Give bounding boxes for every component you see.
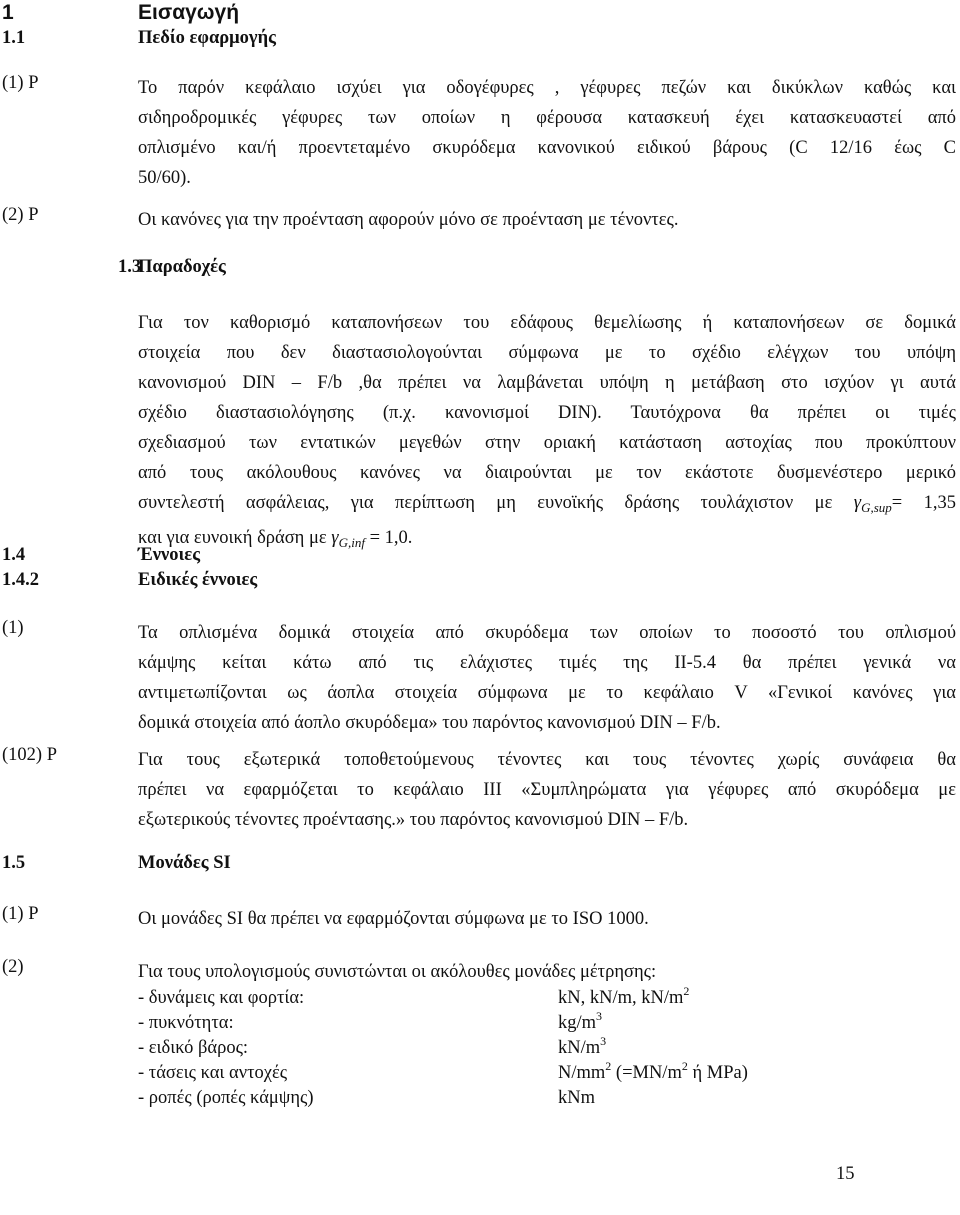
subscript: G,sup bbox=[861, 500, 892, 515]
text-segment: συντελεστή ασφάλειας, για περίπτωση μη ευνοϊκής δράσης τουλάχιστον με bbox=[138, 493, 833, 513]
unit-label: - ειδικό βάρος: bbox=[138, 1038, 249, 1058]
text-line: εξωτερικούς τένοντες προέντασης.» του παρόντος κανονισμού DIN – F/b. bbox=[138, 810, 689, 830]
paragraph-4-label: (1) bbox=[2, 618, 24, 638]
paragraph-5-text bbox=[138, 745, 956, 835]
paragraph-6-text: Οι μονάδες SI θα πρέπει να εφαρμόζονται σύμφωνα με το ISO 1000. bbox=[138, 909, 649, 929]
text-line bbox=[138, 488, 956, 523]
unit-value: $N/mm^2$ ($=MN/m^2$ ή MPa) bbox=[558, 1059, 748, 1083]
section-1-3-number: 1.3 bbox=[118, 257, 142, 277]
paragraph-2-text: Οι κανόνες για την προένταση αφορούν μόνο σε προένταση με τένοντες. bbox=[138, 210, 679, 230]
gamma-symbol: γ bbox=[853, 493, 862, 513]
unit-label: - ροπές (ροπές κάμψης) bbox=[138, 1088, 314, 1108]
unit-label: - τάσεις και αντοχές bbox=[138, 1063, 288, 1083]
text-line: στοιχεία που δεν διαστασιολογούνται σύμφωνα με το σχέδιο ελέγχων του υπόψη bbox=[138, 343, 956, 363]
paragraph-2-label: (2) P bbox=[2, 205, 39, 225]
assumptions-paragraph bbox=[138, 308, 956, 558]
unit-row bbox=[138, 1060, 956, 1086]
text-line: κάμψης κείται κάτω από τις ελάχιστες τιμές της ΙΙ-5.4 θα πρέπει γενικά να bbox=[138, 653, 956, 673]
unit-value: kN, kN/m, $kN/m^2$ bbox=[558, 984, 690, 1008]
unit-row bbox=[138, 1010, 956, 1036]
text-segment: = 1,35 bbox=[891, 493, 956, 513]
section-1-5-number: 1.5 bbox=[2, 853, 26, 873]
unit-value: $kN/m^3$ bbox=[558, 1034, 607, 1058]
chapter-number: 1 bbox=[2, 1, 14, 24]
unit-row bbox=[138, 1085, 956, 1111]
unit-row bbox=[138, 1035, 956, 1061]
paragraph-6-label: (1) P bbox=[2, 904, 39, 924]
text-line bbox=[138, 523, 956, 558]
subscript: G,inf bbox=[338, 535, 365, 550]
paragraph-1-label: (1) P bbox=[2, 73, 39, 93]
text-line: Για τον καθορισμό καταπονήσεων του εδάφους θεμελίωσης ή καταπονήσεων σε δομικά bbox=[138, 313, 956, 333]
text-line: κανονισμού DIN – F/b ,θα πρέπει να λαμβάνεται υπόψη η μετάβαση στο ισχύον γι αυτά bbox=[138, 373, 956, 393]
text-line: Τα οπλισμένα δομικά στοιχεία από σκυρόδεμα των οποίων το ποσοστό του οπλισμού bbox=[138, 623, 956, 643]
text-line: οπλισμένο και/ή προεντεταμένο σκυρόδεμα κανονικού ειδικού βάρους (C 12/16 έως C bbox=[138, 138, 956, 158]
text-line: σχέδιο διαστασιολόγησης (π.χ. κανονισμοί DIN). Ταυτόχρονα θα πρέπει οι τιμές bbox=[138, 403, 956, 423]
section-1-5-title: Μονάδες SI bbox=[138, 853, 231, 873]
text-line: σιδηροδρομικές γέφυρες των οποίων η φέρουσα κατασκευή έχει κατασκευαστεί από bbox=[138, 108, 956, 128]
text-line: Για τους εξωτερικά τοποθετούμενους τένοντες και τους τένοντες χωρίς συνάφεια θα bbox=[138, 750, 956, 770]
text-line: Το παρόν κεφάλαιο ισχύει για οδογέφυρες , γέφυρες πεζών και δικύκλων καθώς και bbox=[138, 78, 956, 98]
section-1-4-number: 1.4 bbox=[2, 545, 26, 565]
unit-value: $kg/m^3$ bbox=[558, 1009, 603, 1033]
section-1-4-2-title: Ειδικές έννοιες bbox=[138, 570, 258, 590]
paragraph-4-text bbox=[138, 618, 956, 738]
paragraph-1-text bbox=[138, 73, 956, 193]
unit-row bbox=[138, 985, 956, 1011]
unit-label: - πυκνότητα: bbox=[138, 1013, 234, 1033]
chapter-title: Εισαγωγή bbox=[138, 1, 240, 24]
paragraph-7-intro: Για τους υπολογισμούς συνιστώνται οι ακόλουθες μονάδες μέτρησης: bbox=[138, 962, 657, 982]
text-segment: = 1,0. bbox=[364, 528, 413, 548]
text-segment: και για ευνοική δράση με bbox=[138, 528, 327, 548]
gamma-symbol: γ bbox=[331, 528, 339, 548]
section-1-1-number: 1.1 bbox=[2, 28, 26, 48]
section-1-4-title: Έννοιες bbox=[138, 545, 201, 565]
text-line: 50/60). bbox=[138, 168, 191, 188]
paragraph-7-label: (2) bbox=[2, 957, 24, 977]
section-1-3-title: Παραδοχές bbox=[138, 257, 226, 277]
text-line: σχεδιασμού των εντατικών μεγεθών στην οριακή κατάσταση αστοχίας που προκύπτουν bbox=[138, 433, 956, 453]
text-line: πρέπει να εφαρμόζεται το κεφάλαιο ΙΙΙ «Συμπληρώματα για γέφυρες από σκυρόδεμα με bbox=[138, 780, 956, 800]
unit-value: kNm bbox=[558, 1088, 595, 1108]
page-number: 15 bbox=[836, 1164, 855, 1184]
text-line: δομικά στοιχεία από άοπλο σκυρόδεμα» του παρόντος κανονισμού DIN – F/b. bbox=[138, 713, 721, 733]
section-1-1-title: Πεδίο εφαρμογής bbox=[138, 28, 276, 48]
section-1-4-2-number: 1.4.2 bbox=[2, 570, 39, 590]
text-line: από τους ακόλουθους κανόνες να διαιρούνται με τον εκάστοτε δυσμενέστερο μερικό bbox=[138, 463, 956, 483]
paragraph-5-label: (102) P bbox=[2, 745, 57, 765]
text-line: αντιμετωπίζονται ως άοπλα στοιχεία σύμφωνα με το κεφάλαιο V «Γενικοί κανόνες για bbox=[138, 683, 956, 703]
unit-label: - δυνάμεις και φορτία: bbox=[138, 988, 305, 1008]
